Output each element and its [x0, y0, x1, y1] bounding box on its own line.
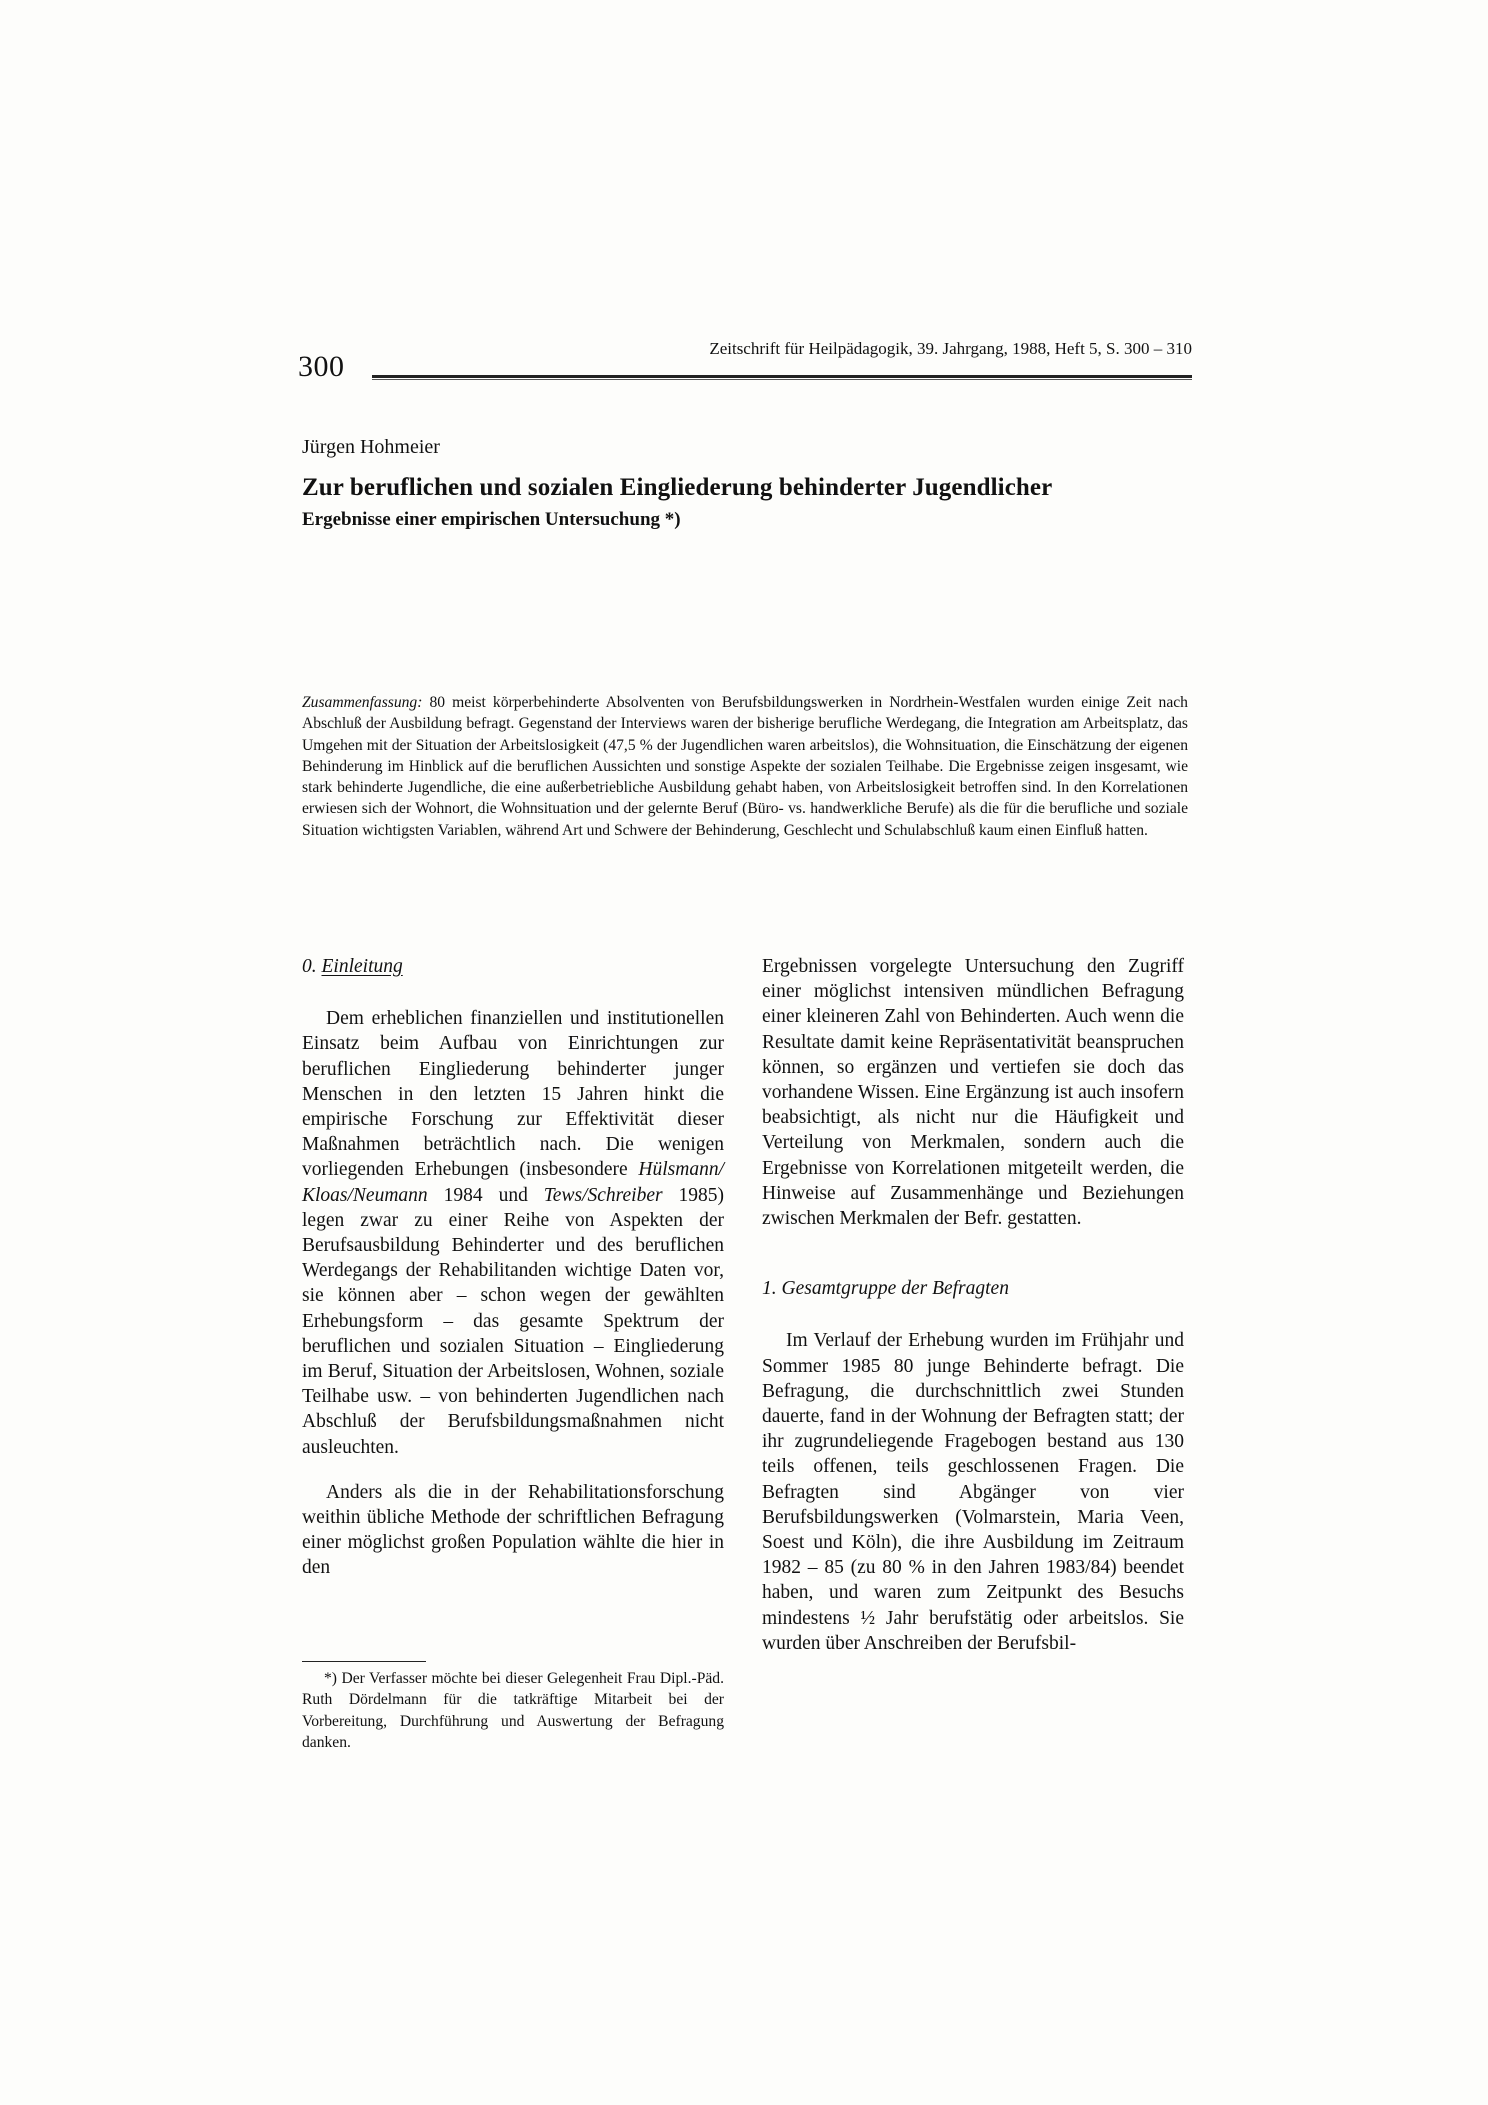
header-rule-thin — [372, 379, 1192, 380]
abstract — [302, 692, 1188, 841]
section-0-paragraph-1 — [302, 1006, 724, 1460]
section-1-paragraph-1: Im Verlauf der Erhebung wurden im Frühjahr und Sommer 1985 80 junge Behinderte befragt. Die Befragung, die durchschnittlich zwei Stunden dauerte, fand in der Wohnung der Befragten statt; der ihr zugrundeliegende Fragebogen bestand aus 130 teils offenen, teils geschlossenen Fragen. Die Befragten sind Abgänger von vier Berufsbildungswerken (Volmarstein, Maria Veen, Soest und Köln), die ihre Ausbildung im Zeitraum 1982 – 85 (zu 80 % in den Jahren 1983/84) beendet haben, und waren zum Zeitpunkt des Besuchs mindestens ½ Jahr berufstätig oder arbeitslos. Sie wurden über Anschreiben der Berufsbil- — [762, 1330, 1184, 1654]
paragraph-text: Dem erheblichen finanziellen und institutionellen Einsatz beim Aufbau von Einrichtungen zur beruflichen Eingliederung behinderter junger Menschen in den letzten 15 Jahren hinkt die empirische Forschung zur Effektivität dieser Maßnahmen beträchtlich nach. Die wenigen vorliegenden Erhebungen (insbesondere — [302, 1008, 724, 1181]
page-number: 300 — [298, 350, 345, 383]
section-0-paragraph-2-continued: Ergebnissen vorgelegte Untersuchung den Zugriff einer möglichst intensiven mündlichen Befragung einer kleineren Zahl von Behinderten. Auch wenn die Resultate damit keine Repräsentativität beanspruchen können, so ergänzen und vertiefen sie doch das vorhandene Wissen. Eine Ergänzung ist auch insofern beabsichtigt, als nicht nur die Häufigkeit und Verteilung von Merkmalen, sondern auch die Ergebnisse von Korrelationen mitgeteilt werden, die Hinweise auf Zusammenhänge und Beziehungen zwischen Merkmalen der Befr. gestatten. — [762, 956, 1184, 1230]
header-rule — [372, 375, 1192, 378]
abstract-text: 80 meist körperbehinderte Absolventen von Berufsbildungswerken in Nordrhein-Westfalen wurden einige Zeit nach Abschluß der Ausbildung befragt. Gegenstand der Interviews waren der bisherige berufliche Werdegang, die Integration am Arbeitsplatz, das Umgehen mit der Situation der Arbeitslosigkeit (47,5 % der Jugendlichen waren arbeitslos), die Wohnsituation, die Einschätzung der eigenen Behinderung im Hinblick auf die beruflichen Aussichten und sonstige Aspekte der sozialen Teilhabe. Die Ergebnisse zeigen insgesamt, wie stark behinderte Jugendliche, die eine außerbetriebliche Ausbildung gehabt haben, von Arbeitslosigkeit betroffen sind. In den Korrelationen erwiesen sich der Wohnort, die Wohnsituation und der gelernte Beruf (Büro- vs. handwerkliche Berufe) als die für die berufliche und soziale Situation wichtigsten Variablen, während Art und Schwere der Behinderung, Geschlecht und Schulabschluß kaum einen Einfluß hatten. — [302, 694, 1188, 839]
paragraph-text: 1984 und — [443, 1184, 528, 1206]
section-1-title: Gesamtgruppe der Befragten — [781, 1278, 1009, 1300]
author-name: Jürgen Hohmeier — [302, 436, 440, 458]
section-0-heading — [302, 954, 724, 979]
section-0-paragraph-2: Anders als die in der Rehabilitationsforschung weithin übliche Methode der schriftlichen Befragung einer möglichst großen Population wählte die hier in den — [302, 1481, 724, 1579]
citation-tews-schreiber: Tews/Schreiber — [543, 1184, 663, 1206]
article-subtitle: Ergebnisse einer empirischen Untersuchung *) — [302, 509, 681, 530]
abstract-label: Zusammenfassung: — [302, 694, 423, 711]
journal-citation: Zeitschrift für Heilpädagogik, 39. Jahrgang, 1988, Heft 5, S. 300 – 310 — [709, 339, 1192, 358]
footnote-rule — [302, 1661, 426, 1662]
article-title: Zur beruflichen und sozialen Eingliederung behinderter Jugendlicher — [302, 474, 1053, 501]
section-0-number: 0. — [302, 956, 317, 977]
paragraph-text: 1985) legen zwar zu einer Reihe von Aspekten der Berufsausbildung Behinderter und des beruflichen Werdegangs der Rehabilitanden wichtige Daten vor, sie können aber – schon wegen der gewählten Erhebungsform – das gesamte Spektrum der beruflichen und sozialen Situation – Eingliederung im Beruf, Situation der Arbeitslosen, Wohnen, soziale Teilhabe usw. – von behinderten Jugendlichen nach Abschluß der Berufsbildungsmaßnahmen nicht ausleuchten. — [302, 1184, 724, 1458]
citation-huelsmann: Hülsmann/ Kloas/Neumann — [302, 1159, 724, 1206]
left-column — [302, 954, 724, 1581]
section-1-heading — [762, 1276, 1184, 1301]
footnote: *) Der Verfasser möchte bei dieser Gelegenheit Frau Dipl.-Päd. Ruth Dördelmann für die tatkräftige Mitarbeit bei der Vorbereitung, Durchführung und Auswertung der Befragung danken. — [302, 1670, 724, 1752]
right-column — [762, 954, 1184, 1656]
section-0-title: Einleitung — [321, 956, 403, 977]
section-1-number: 1. — [762, 1278, 777, 1300]
